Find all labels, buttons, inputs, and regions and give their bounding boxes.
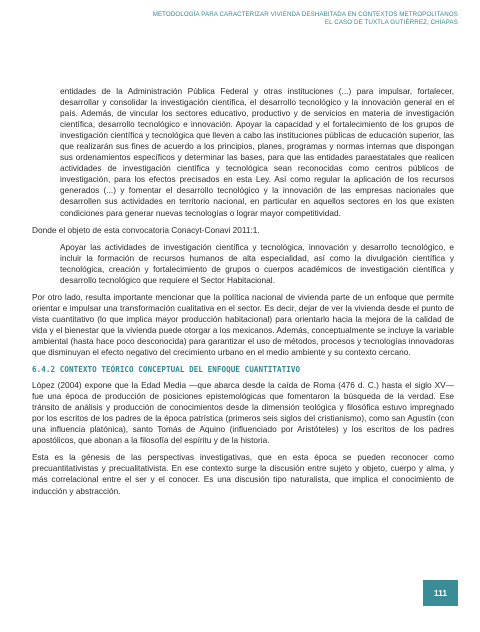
running-header-title: METODOLOGÍA PARA CARACTERIZAR VIVIENDA DESHABITADA EN CONTEXTOS METROPOLITANOS [152, 11, 458, 18]
section-heading: 6.4.2 CONTEXTO TEÓRICO CONCEPTUAL DEL ENFOQUE CUANTITATIVO [32, 365, 301, 375]
page-number: 111 [423, 580, 458, 606]
block-quote-2: Apoyar las actividades de investigación científica y tecnológica, innovación y desarrollo tecnológico, e incluir la formación de recursos humanos de alta especialidad, así como la divulgación científica y tecnológica, creación y fortalecimiento de grupos o cuerpos académicos de investigación científica y desarrollo tecnológico que requiere el Sector Habitacional. [60, 241, 454, 285]
paragraph-policy: Por otro lado, resulta importante mencionar que la política nacional de vivienda parte de un enfoque que permite orientar e impulsar una transformación cualitativa en el sector. Es decir, dejar de ver la vivienda desde el punto de vista cuantitativo (lo que implica mayor producción habitacional) para orientarlo hacia la mejora de la calidad de vida y el bienestar que la vivienda puede otorgar a los mexicanos. Además, conceptualmente se incluye la variable ambiental (hasta hace poco desconocida) para garantizar el uso de métodos, procesos y tecnologías innovadoras que disminuyan el efecto negativo del crecimiento urbano en el medio ambiente y su contexto cercano. [32, 291, 455, 358]
block-quote-1: entidades de la Administración Pública Federal y otras instituciones (...) para impulsar, fortalecer, desarrollar y consolidar la investigación científica, el desarrollo tecnológico y la innovación general en el país. Además, de vincular los sectores educativo, productivo y de servicios en materia de investigación científica, desarrollo tecnológico e innovación. Apoyar la capacidad y el fortalecimiento de los grupos de investigación científica y tecnológica que lleven a cabo las instituciones públicas de educación superior, las que realizarán sus fines de acuerdo a los principios, planes, programas y normas internas que dispongan sus ordenamientos específicos y determinar las bases, para que las entidades paraestatales que realicen actividades de investigación científica y tecnológica sean reconocidas como centros públicos de investigación, para los efectos precisados en esta Ley. Así como regular la aplicación de los recursos generados (...) y fomentar el desarrollo tecnológico y la innovación de las empresas nacionales que desarrollen sus actividades en territorio nacional, en particular en aquellos sectores en los que existen condiciones para generar nuevas tecnologías o lograr mayor competitividad. [60, 86, 454, 218]
page-content [32, 86, 454, 497]
paragraph-genesis: Esta es la génesis de las perspectivas investigativas, que en esta época se pueden reconocer como precuantitativistas y precualitativista. En ese contexto surge la discusión entre sujeto y objeto, cuerpo y alma, y más correlacional entre el ser y el conocer. Es una discusión tipo naturalista, que implica el conocimiento de inducción y abstracción. [32, 452, 454, 496]
paragraph-lopez: López (2004) expone que la Edad Media —que abarca desde la caída de Roma (476 d. C.) hasta el siglo XV— fue una época de producción de posiciones epistemológicas que fomentaron la búsqueda de la verdad. Ese tránsito de análisis y producción de conocimientos desde la dimensión teológica y filosófica estuvo impregnado por los escritos de los padres de la época patrística (primeros seis siglos del cristianismo), como san Agustín (con una influencia platónica), santo Tomás de Aquino (influenciado por Aristóteles) y los escritos de los padres apostólicos, que abonan a la filosofía del espíritu y de la historia. [32, 380, 454, 446]
intro-paragraph: Donde el objeto de esta convocatoria Conacyt-Conavi 2011:1. [32, 224, 260, 235]
running-header [153, 11, 458, 27]
running-header-subtitle: EL CASO DE TUXTLA GUTIÉRREZ, CHIAPAS [324, 19, 458, 26]
